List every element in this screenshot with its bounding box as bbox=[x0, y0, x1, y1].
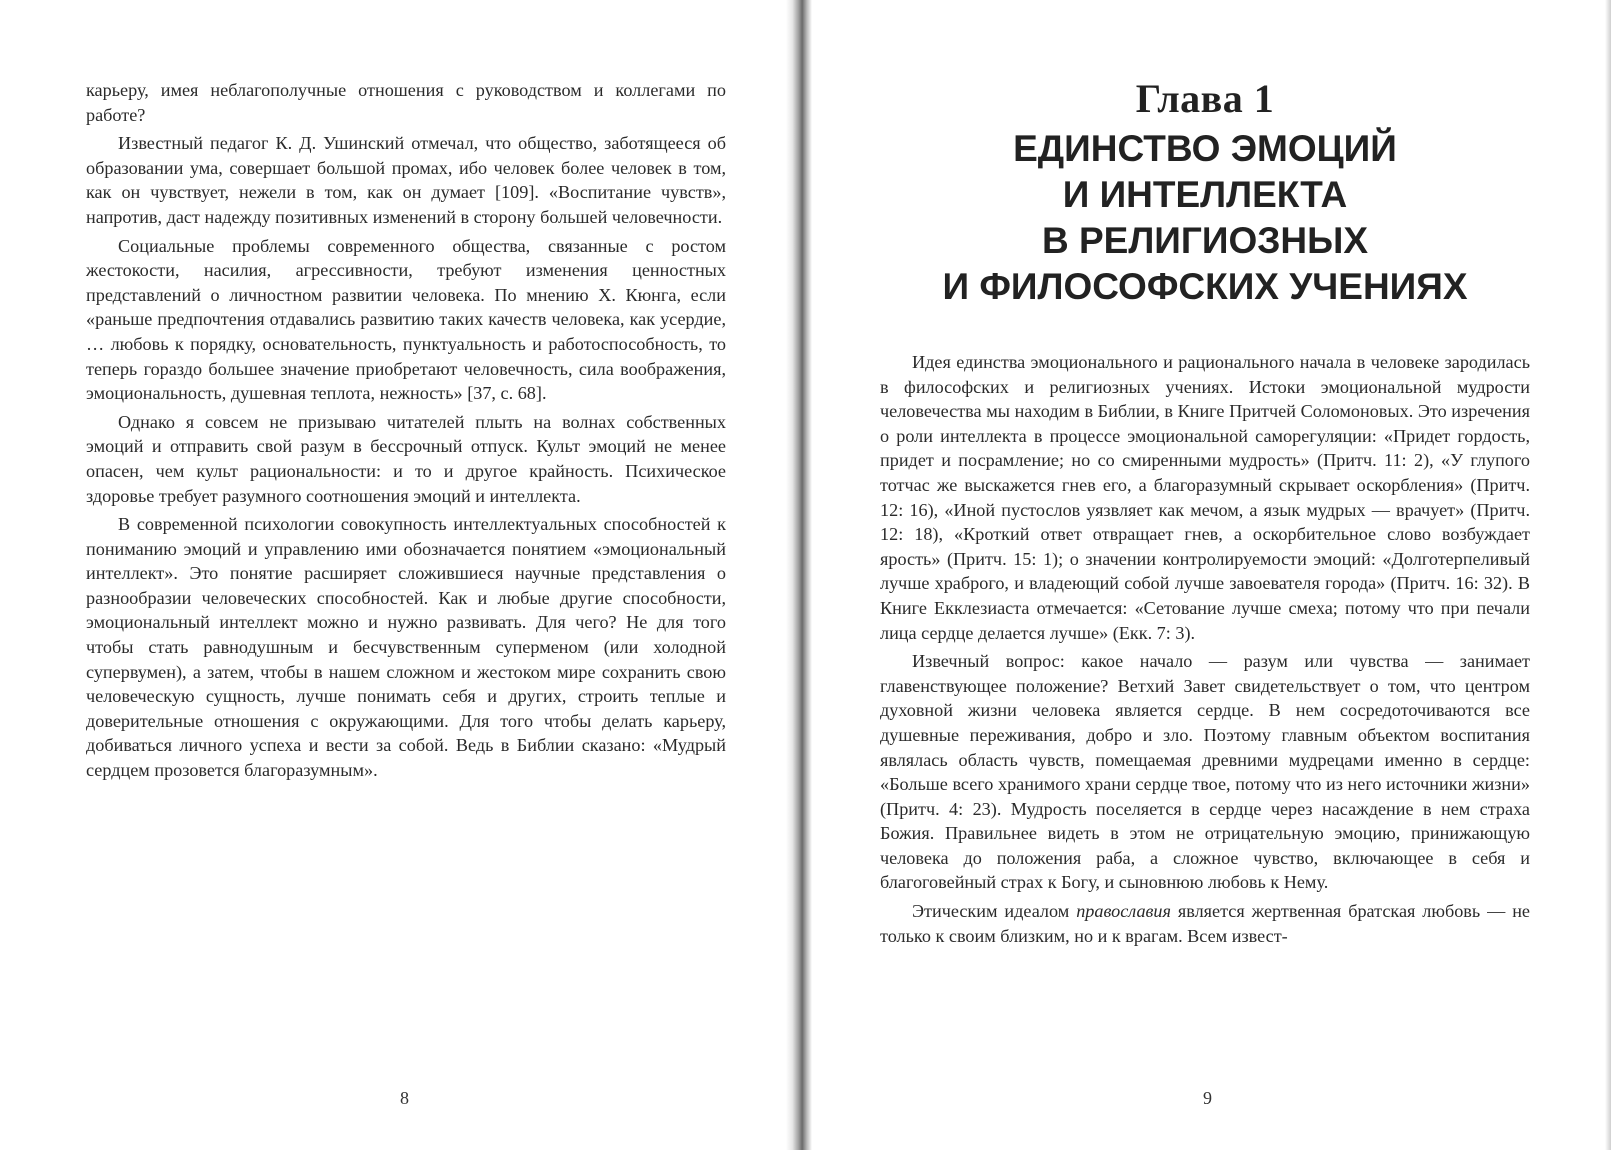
left-page-body bbox=[86, 78, 726, 783]
paragraph bbox=[880, 899, 1530, 948]
chapter-number: Глава 1 bbox=[1135, 76, 1275, 121]
paragraph: Социальные проблемы современного общества, связанные с ростом жестокости, насилия, агрессивности, требуют изменения ценностных представлений о личностном развитии человека. По мнению Х. Кюнга, если «раньше предпочтения отдавались развитию таких качеств человека, как усердие, … любовь к порядку, основательность, пунктуальность и работоспособность, то теперь гораздо большее значение приобретают человечность, сила воображения, эмоциональность, душевная теплота, нежность» [37, с. 68]. bbox=[86, 235, 726, 404]
chapter-title-line: И ИНТЕЛЛЕКТА bbox=[1062, 174, 1348, 215]
emphasized-term: православия bbox=[1076, 901, 1171, 922]
text-run: является жертвенная братская любовь — не только к своим близким, но и к врагам. Всем извест- bbox=[880, 901, 1531, 946]
chapter-title bbox=[880, 126, 1530, 310]
right-page-body bbox=[880, 350, 1530, 948]
paragraph: карьеру, имея неблагополучные отношения с руководством и коллегами по работе? bbox=[86, 80, 726, 125]
paragraph: Известный педагог К. Д. Ушинский отмечал, что общество, заботящееся об образовании ума, совершает большой промах, ибо человек более человек в том, как он чувствует, нежели в том, как он думает [109]. «Воспитание чувств», напротив, даст надежду позитивных изменений в сторону большей человечности. bbox=[86, 133, 726, 227]
text-run: Этическим идеалом bbox=[912, 901, 1077, 922]
chapter-title-line: И ФИЛОСОФСКИХ УЧЕНИЯХ bbox=[942, 266, 1468, 307]
paragraph: В современной психологии совокупность интеллектуальных способностей к пониманию эмоций и управлению ими обозначается понятием «эмоциональный интеллект». Это понятие расширяет сложившиеся научные представления о разнообразии человеческих способностей. Как и любые другие способности, эмоциональный интеллект можно и нужно развивать. Для чего? Не для того чтобы стать равнодушным и бесчувственным суперменом (или холодной супервумен), а затем, чтобы в нашем сложном и жестоком мире сохранить свою человеческую сущность, лучше понимать себя и других, строить теплые и доверительные отношения с окружающими. Для того чтобы делать карьеру, добиваться личного успеха и вести за собой. Ведь в Библии сказано: «Мудрый сердцем прозовется благоразумным». bbox=[86, 514, 726, 781]
paragraph: Идея единства эмоционального и рационального начала в человеке зародилась в философских и религиозных учениях. Истоки эмоциональной мудрости человечества мы находим в Библии, в Книге Притчей Соломоновых. Это изречения о роли интеллекта в процессе эмоциональной саморегуляции: «Придет гордость, придет и посрамление; но со смиренными мудрость» (Притч. 11: 2), «У глупого тотчас же выскажется гнев его, а благоразумный скрывает оскорбления» (Притч. 12: 16), «Иной пустослов уязвляет как мечом, а язык мудрых — врачует» (Притч. 12: 18), «Кроткий ответ отвращает гнев, а оскорбительное слово возбуждает ярость» (Притч. 15: 1); о значении контролируемости эмоций: «Долготерпеливый лучше храброго, и владеющий собой лучше завоевателя города» (Притч. 16: 32). В Книге Екклезиаста отмечается: «Сетование лучше смеха; потому что при печали лица сердце делается лучше» (Екк. 7: 3). bbox=[880, 352, 1530, 643]
paragraph: Однако я совсем не призываю читателей плыть на волнах собственных эмоций и отправить свой разум в бессрочный отпуск. Культ эмоций не менее опасен, чем культ рациональности: и то и другое крайность. Психическое здоровье требует разумного соотношения эмоций и интеллекта. bbox=[86, 411, 726, 506]
chapter-title-line: В РЕЛИГИОЗНЫХ bbox=[1041, 220, 1369, 261]
page-edge bbox=[1605, 0, 1611, 1150]
book-gutter bbox=[786, 0, 812, 1150]
chapter-title-line: ЕДИНСТВО ЭМОЦИЙ bbox=[1013, 128, 1397, 169]
chapter-heading bbox=[880, 76, 1530, 310]
paragraph: Извечный вопрос: какое начало — разум или чувства — занимает главенствующее положение? Ветхий Завет свидетельствует о том, что центром духовной жизни человека является сердце. В нем сосредоточиваются все душевные переживания, добро и зло. Поэтому главным объектом воспитания являлась область чувств, помещаемая древними мудрецами именно в сердце: «Больше всего хранимого храни сердце твое, потому что из него источники жизни» (Притч. 4: 23). Мудрость поселяется в сердце через насаждение в нем страха Божия. Правильнее видеть в этом не отрицательную эмоцию, принижающую человека до положения раба, а сложное чувство, включающее в себя и благоговейный страх к Богу, и сыновнюю любовь к Нему. bbox=[880, 651, 1530, 893]
page-number-left: 8 bbox=[400, 1088, 409, 1108]
page-number-right: 9 bbox=[1203, 1088, 1212, 1108]
